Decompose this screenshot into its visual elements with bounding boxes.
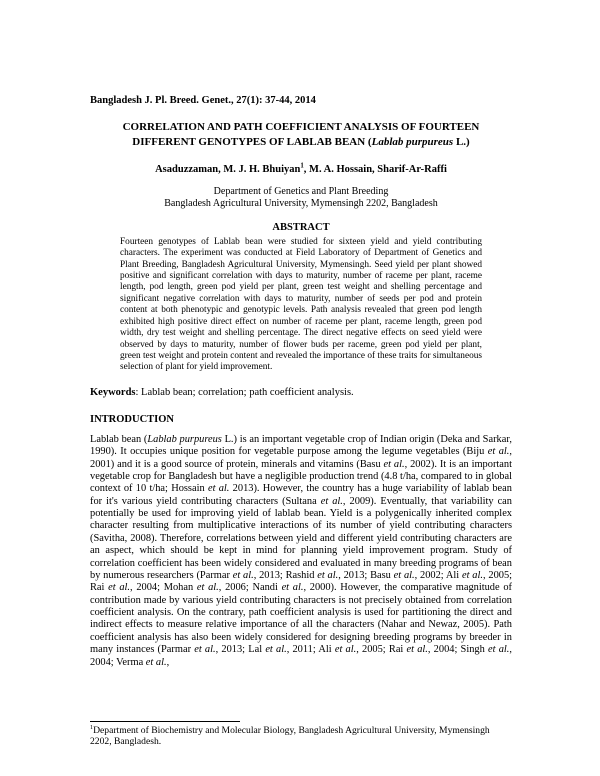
authors-line: Asaduzzaman, M. J. H. Bhuiyan$^1$, M. A. Hossain, Sharif-Ar-Raffi (155, 162, 447, 175)
affiliation-department: Department of Genetics and Plant Breeding (213, 185, 389, 197)
footnote (90, 721, 512, 748)
introduction-text: Lablab bean (Lablab purpureus L.) is an important vegetable crop of Indian origin (Deka and Sarkar, 1990). It occupies unique position for vegetable purpose among the legume vegetables (Biju et al., 2001) and it is a good source of protein, minerals and vitamins (Basu et al., 2002). It is an important vegetable crop for Bangladesh but have a negligible production trend (4.8 t/ha, compared to in global context of 10 t/ha; Hossain et al. 2013). However, the country has a huge variability of lablab bean for it's various yield contributing characters (Sultana et al., 2009). Eventually, that variability can potentially be used for improving yield of lablab bean. Yield is a polygenically inherited complex character resulting from multiplicative interactions of its number of yield contributing characters (Savitha, 2008). Therefore, correlations between yield and different yield contributing characters are an aspect, which should be kept in mind for planning yield improvement program. Study of correlation coefficient has been widely considered and evaluated in many breeding programs of bean by numerous researchers (Parmar et al., 2013; Rashid et al., 2013; Basu et al., 2002; Ali et al., 2005; Rai et al., 2004; Mohan et al., 2006; Nandi et al., 2000). However, the comparative magnitude of contribution made by various yield contributing characters is not precisely obtained from correlation coefficient analysis. On the contrary, path coefficient analysis is used for partitioning the direct and indirect effects to measure relative importance of all the characters (Nahar and Newaz, 2005). Path coefficient analysis has also been widely considered for designing breeding programs by breeder in many instances (Parmar et al., 2013; Lal et al., 2011; Ali et al., 2005; Rai et al., 2004; Singh et al., 2004; Verma et al., (90, 433, 513, 668)
abstract-text: Fourteen genotypes of Lablab bean were studied for sixteen yield and yield contributing characters. The experiment was conducted at Field Laboratory of Department of Genetics and Plant Breeding, Bangladesh Agricultural University, Mymensingh. Seed yield per plant showed positive and significant correlation with days to maturity, number of raceme per plant, raceme length, pod length, green pod yield per plant, green test weight and shelling percentage and significant negative correlation with days to maturity, number of seeds per pod and protein content at both phenotypic and genotypic levels. Path analysis revealed that green pod length exhibited high positive direct effect on number of raceme per plant, raceme length, green pod width, dry test weight and shelling percentage. The direct negative effects on seed yield were observed by days to maturity, number of flower buds per raceme, green pod yield per plant, green test weight and protein content and revealed the importance of these traits for simultaneous selection of plant for yield improvement. (120, 236, 482, 373)
paper-title: CORRELATION AND PATH COEFFICIENT ANALYSIS OF FOURTEEN DIFFERENT GENOTYPES OF LABLAB BEAN (Lablab purpureus L.) (122, 121, 480, 149)
introduction-heading: INTRODUCTION (90, 413, 175, 425)
footnote-rule (90, 721, 240, 722)
abstract-heading: ABSTRACT (272, 221, 330, 233)
journal-reference: Bangladesh J. Pl. Breed. Genet., 27(1): 37-44, 2014 (90, 95, 316, 106)
keywords-line: Keywords: Lablab bean; correlation; path coefficient analysis. (90, 386, 354, 398)
affiliation-university: Bangladesh Agricultural University, Mymensingh 2202, Bangladesh (164, 198, 438, 210)
footnote-text: $^1$Department of Biochemistry and Molecular Biology, Bangladesh Agricultural University, Mymensingh 2202, Bangladesh. (90, 723, 490, 748)
